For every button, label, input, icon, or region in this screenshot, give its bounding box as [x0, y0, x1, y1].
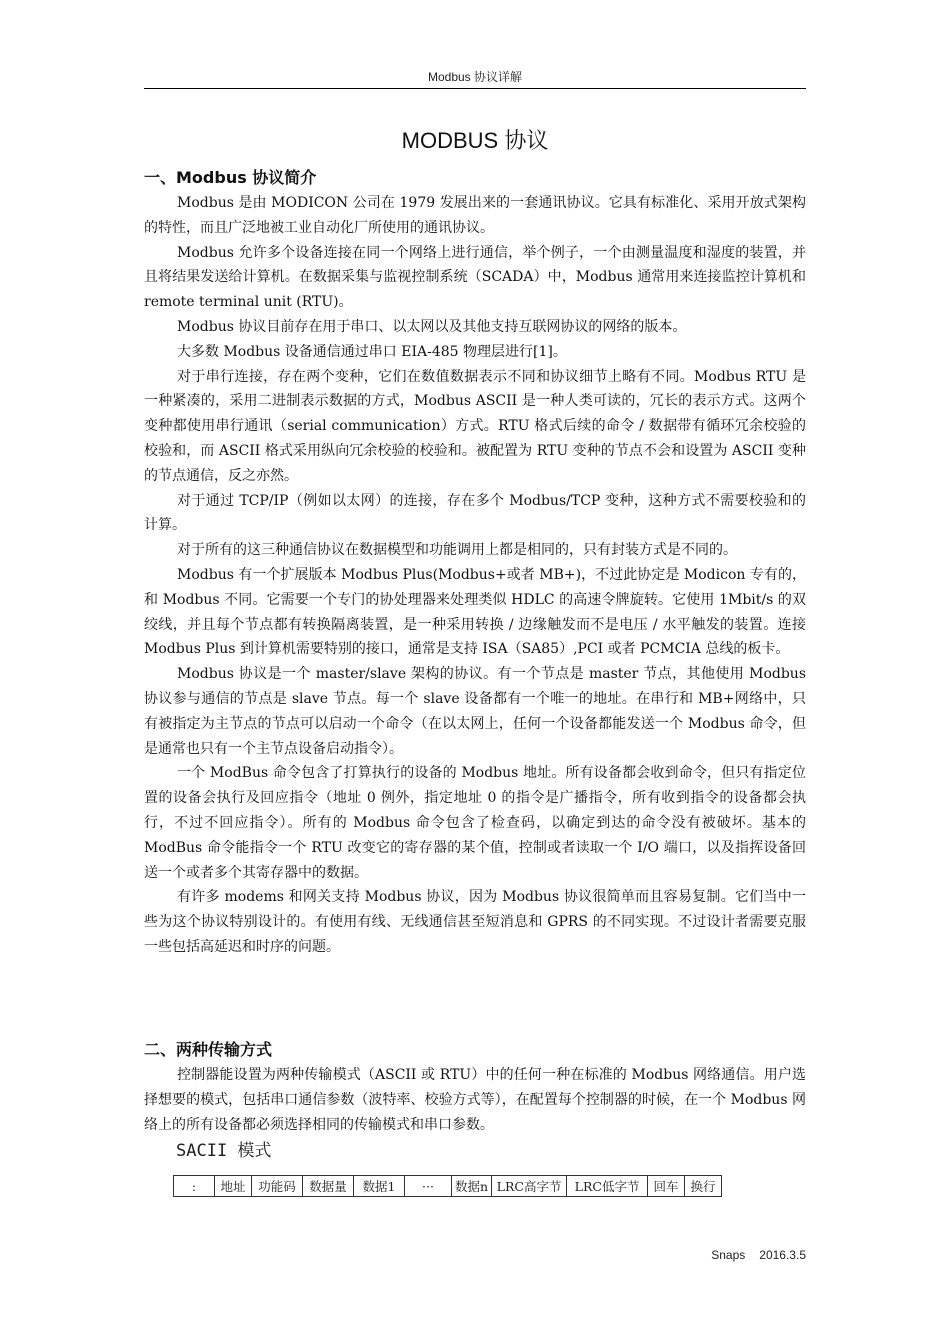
section-heading: 二、两种传输方式: [144, 1040, 273, 1059]
paragraph: 一个 ModBus 命令包含了打算执行的设备的 Modbus 地址。所有设备都会收到命令，但只有指定位置的设备会执行及回应指令（地址 0 例外，指定地址 0 的指令是广播指令，所有收到指令的设备都会执行，不过不回应指令）。所有的 Modbus 命令包含了检查码，以确定到达的命令没有被破坏。基本的 ModBus 命令能指令一个 RTU 改变它的寄存器的某个值，控制或者读取一个 I/O 端口，以及指挥设备回送一个或者多个其寄存器中的数据。: [144, 765, 806, 881]
table-cell: 地址: [215, 1176, 252, 1197]
table-row: [174, 1176, 722, 1197]
section-transmission-modes: [144, 1037, 806, 1137]
header-divider: [144, 88, 806, 89]
paragraph: 控制器能设置为两种传输模式（ASCII 或 RTU）中的任何一种在标准的 Modbus 网络通信。用户选择想要的模式，包括串口通信参数（波特率、校验方式等），在配置每个控制器的时候，在一个 Modbus 网络上的所有设备都必须选择相同的传输模式和串口参数。: [144, 1067, 806, 1133]
table-cell: 数据n: [452, 1176, 492, 1197]
paragraph: Modbus 协议目前存在用于串口、以太网以及其他支持互联网协议的网络的版本。: [177, 318, 687, 335]
paragraph: 对于通过 TCP/IP（例如以太网）的连接，存在多个 Modbus/TCP 变种，这种方式不需要校验和的计算。: [144, 492, 806, 534]
footer-author: Snaps: [711, 1248, 746, 1262]
table-cell: 数据量: [303, 1176, 354, 1197]
table-cell: LRC低字节: [567, 1176, 648, 1197]
document-title: MODBUS 协议: [401, 128, 549, 153]
paragraph: 有许多 modems 和网关支持 Modbus 协议，因为 Modbus 协议很简单而且容易复制。它们当中一些为这个协议特别设计的。有使用有线、无线通信甚至短消息和 GPRS 的不同实现。不过设计者需要克服一些包括高延迟和时序的问题。: [144, 889, 806, 955]
footer-date: 2016.3.5: [759, 1248, 806, 1262]
paragraph: Modbus 协议是一个 master/slave 架构的协议。有一个节点是 master 节点，其他使用 Modbus 协议参与通信的节点是 slave 节点。每一个 slave 设备都有一个唯一的地址。在串行和 MB+网络中，只有被指定为主节点的节点可以启动一个命令（在以太网上，任何一个设备都能发送一个 Modbus 命令，但是通常也只有一个主节点设备启动指令）。: [144, 666, 806, 757]
paragraph: Modbus 是由 MODICON 公司在 1979 发展出来的一套通讯协议。它具有标准化、采用开放式架构的特性，而且广泛地被工业自动化厂所使用的通讯协议。: [144, 195, 806, 236]
paragraph: Modbus 允许多个设备连接在同一个网络上进行通信，举个例子，一个由测量温度和湿度的装置，并且将结果发送给计算机。在数据采集与监视控制系统（SCADA）中，Modbus 通常用来连接监控计算机和 remote terminal unit (RTU)。: [144, 244, 806, 311]
paragraph: 对于所有的这三种通信协议在数据模型和功能调用上都是相同的，只有封装方式是不同的。: [177, 542, 737, 559]
table-cell: 换行: [685, 1176, 722, 1197]
page-header: Modbus 协议详解: [427, 70, 523, 84]
page-footer: [697, 1248, 806, 1262]
table-cell: 数据1: [354, 1176, 405, 1197]
ascii-mode-label: SACII 模式: [176, 1141, 272, 1161]
section-heading: 一、Modbus 协议简介: [144, 168, 317, 187]
paragraph: Modbus 有一个扩展版本 Modbus Plus(Modbus+或者 MB+)，不过此协定是 Modicon 专有的，和 Modbus 不同。它需要一个专门的协处理器来处理类似 HDLC 的高速令牌旋转。它使用 1Mbit/s 的双绞线，并且每个节点都有转换隔离装置，是一种采用转换 / 边缘触发而不是电压 / 水平触发的装置。连接 Modbus Plus 到计算机需要特别的接口，通常是支持 ISA（SA85）,PCI 或者 PCMCIA 总线的板卡。: [144, 566, 806, 658]
table-cell: 回车: [648, 1176, 685, 1197]
table-cell: :: [174, 1176, 215, 1197]
section-introduction: [144, 165, 806, 960]
table-cell: ···: [405, 1176, 452, 1197]
table-cell: 功能码: [252, 1176, 303, 1197]
table-cell: LRC高字节: [492, 1176, 567, 1197]
paragraph: 对于串行连接，存在两个变种，它们在数值数据表示不同和协议细节上略有不同。Modbus RTU 是一种紧凑的，采用二进制表示数据的方式，Modbus ASCII 是一种人类可读的，冗长的表示方式。这两个变种都使用串行通讯（serial communication）方式。RTU 格式后续的命令 / 数据带有循环冗余校验的校验和，而 ASCII 格式采用纵向冗余校验的校验和。被配置为 RTU 变种的节点不会和设置为 ASCII 变种的节点通信，反之亦然。: [144, 368, 806, 484]
paragraph: 大多数 Modbus 设备通信通过串口 EIA-485 物理层进行[1]。: [177, 343, 567, 360]
ascii-frame-table: [173, 1175, 722, 1197]
